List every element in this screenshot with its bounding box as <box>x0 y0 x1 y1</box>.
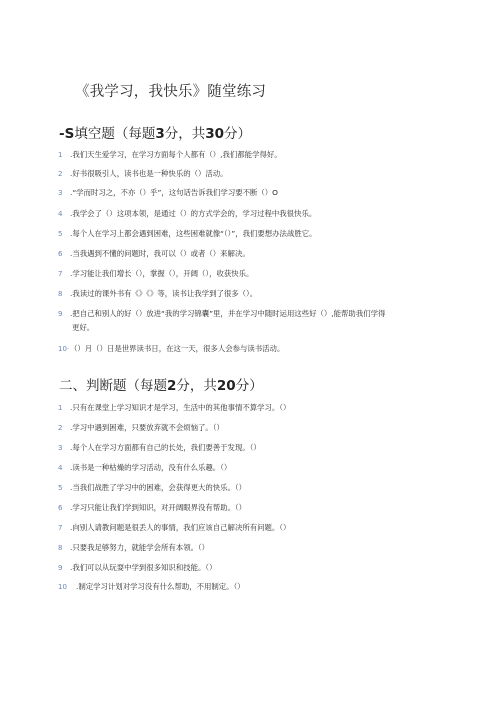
section-2-end: 分） <box>235 378 263 394</box>
question-text: .学习中遇到困难，只要放弃就不会烦恼了。（） <box>70 423 224 432</box>
question-text: .只要我足够努力，就能学会所有本领。（） <box>70 543 210 552</box>
section-1-heading <box>59 122 251 142</box>
question-text: .好书很吸引人，读书也是一种快乐的（）活动。 <box>70 169 228 178</box>
section-1-label: 填空题（每题 <box>74 126 156 142</box>
section-2-mid: 分，共 <box>176 378 217 394</box>
question-text: .读书是一种枯燥的学习活动，没有什么乐趣。（） <box>70 463 232 472</box>
question-text: .我们可以从玩耍中学到很多知识和技能。（） <box>70 563 217 572</box>
judge-question-3 <box>58 441 478 455</box>
judge-question-9 <box>58 561 478 575</box>
question-text: .向别人请教问题是很丢人的事情，我们应该自己解决所有问题。（） <box>70 523 291 532</box>
question-text: .制定学习计划对学习没有什么帮助，不用制定。（） <box>76 582 245 591</box>
section-1-points: 3 <box>155 126 165 142</box>
fill-question-1 <box>58 148 478 162</box>
question-number: 4 <box>58 464 63 472</box>
question-text: .把自己和别人的好（）放进“我的学习锦囊”里，并在学习中随时运用这些好（）,能帮助我们学得 <box>70 309 386 318</box>
section-1-prefix: -S <box>59 126 75 142</box>
question-text: .我们天生爱学习，在学习方面每个人都有（）,我们都能学得好。 <box>70 150 282 159</box>
section-1-end: 分） <box>224 126 252 142</box>
question-number: 2 <box>58 170 63 178</box>
question-text: .每个人在学习方面都有自己的长处，我们要善于发现。（） <box>70 443 261 452</box>
question-number: 10 <box>58 583 67 591</box>
judge-question-1 <box>58 401 478 415</box>
question-text: .只有在课堂上学习知识才是学习，生活中的其他事情不算学习。（） <box>70 403 291 412</box>
judge-question-6 <box>58 501 478 515</box>
question-text: .学习能让我们增长（），掌握（），开阔（），收获快乐。 <box>70 269 254 278</box>
question-number: 7 <box>58 524 63 532</box>
question-text: .当我遇到不懂的问题时，我可以（）或者（）来解决。 <box>70 249 250 258</box>
judge-question-8 <box>58 541 478 555</box>
judge-question-2 <box>58 421 478 435</box>
fill-question-3 <box>58 186 478 200</box>
document-title: 《我学习，我快乐》随堂练习 <box>75 84 267 100</box>
section-1-mid: 分，共 <box>164 126 206 142</box>
fill-question-2 <box>58 167 478 181</box>
fill-question-6 <box>58 247 478 261</box>
question-number: 3 <box>58 189 63 197</box>
fill-question-9 <box>58 307 478 334</box>
fill-question-7 <box>58 267 478 281</box>
question-number: 1 <box>58 151 63 159</box>
section-2-total: 20 <box>216 378 236 394</box>
fill-question-4 <box>58 207 478 221</box>
question-number: 5 <box>58 484 63 492</box>
section-2-points: 2 <box>167 378 177 394</box>
question-text: .每个人在学习上都会遇到困难，这些困难就像“（）”，我们要想办法战胜它。 <box>70 229 317 238</box>
judge-question-5 <box>58 481 478 495</box>
fill-question-8 <box>58 287 478 301</box>
question-number: 10· <box>58 345 70 353</box>
question-number: 4 <box>58 210 63 218</box>
question-number: 5 <box>58 230 63 238</box>
question-number: 9 <box>58 310 63 318</box>
question-number: 9 <box>58 564 63 572</box>
question-text: .“学而时习之，不亦（）乎”，这句话告诉我们学习要不断（）O <box>70 188 278 197</box>
question-continuation: 更好。 <box>72 323 95 332</box>
question-text: .我读过的课外书有《》《》等，读书让我学到了很多（）。 <box>70 289 258 298</box>
question-number: 6 <box>58 504 63 512</box>
question-text: .学习只能让我们学到知识，对开阔眼界没有帮助。（） <box>70 503 247 512</box>
judge-question-4 <box>58 461 478 475</box>
section-2-prefix: 二、判断题（每题 <box>59 378 167 394</box>
question-number: 8 <box>58 290 63 298</box>
section-2-heading <box>59 374 263 394</box>
fill-question-5 <box>58 227 478 241</box>
question-number: 6 <box>58 250 63 258</box>
question-number: 1 <box>58 404 63 412</box>
judge-question-7 <box>58 521 478 535</box>
question-text: （）月（）日是世界读书日，在这一天，很多人会参与读书活动。 <box>70 344 285 353</box>
question-number: 8 <box>58 544 63 552</box>
question-text: .我学会了（）这项本领，是通过（）的方式学会的，学习过程中我很快乐。 <box>70 209 317 218</box>
question-text: .当我们战胜了学习中的困难，会获得更大的快乐。（） <box>70 483 247 492</box>
judge-question-10 <box>58 580 478 594</box>
section-1-total: 30 <box>205 126 225 142</box>
fill-question-10 <box>58 342 478 356</box>
question-number: 3 <box>58 444 63 452</box>
question-number: 7 <box>58 270 63 278</box>
question-number: 2 <box>58 424 63 432</box>
